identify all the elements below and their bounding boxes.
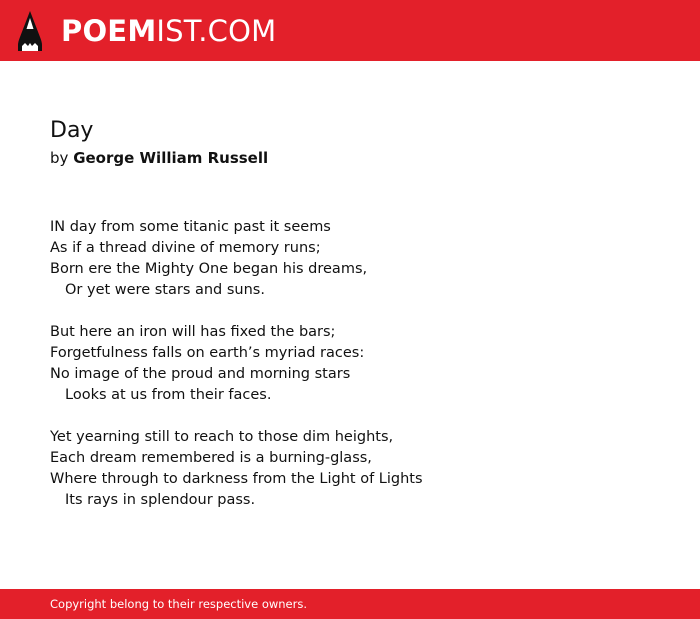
poem-line: Born ere the Mighty One began his dreams, [50, 261, 368, 277]
poem-line: IN day from some titanic past it seems [50, 219, 331, 235]
poem-line-indented: Or yet were stars and suns. [65, 282, 265, 298]
logo-text-thin: IST.COM [156, 14, 277, 48]
poem-line: As if a thread divine of memory runs; [50, 240, 321, 256]
site-logo-link[interactable] [17, 10, 276, 52]
pencil-tip-icon [17, 10, 43, 52]
site-header [0, 0, 700, 61]
poem-line: But here an iron will has fixed the bars; [50, 324, 336, 340]
poem-line: No image of the proud and morning stars [50, 366, 351, 382]
poem-content [50, 116, 670, 532]
poem-byline [50, 148, 670, 168]
site-footer [0, 589, 700, 619]
poem-line: Each dream remembered is a burning-glass, [50, 450, 372, 466]
stanza-1 [50, 217, 670, 301]
poem-line: Forgetfulness falls on earth’s myriad races: [50, 345, 365, 361]
poem-line: Where through to darkness from the Light of Lights [50, 471, 423, 487]
stanza-2 [50, 322, 670, 406]
stanza-3 [50, 427, 670, 511]
site-logo-text [61, 10, 276, 52]
poem-line-indented: Looks at us from their faces. [65, 387, 272, 403]
poem-body [50, 217, 670, 511]
logo-text-bold: POEM [61, 14, 157, 48]
poem-title: Day [50, 118, 94, 143]
copyright-text: Copyright belong to their respective owners. [50, 597, 308, 611]
author-link[interactable]: George William Russell [73, 149, 269, 167]
poem-line-indented: Its rays in splendour pass. [65, 492, 256, 508]
byline-prefix: by [50, 149, 69, 167]
poem-line: Yet yearning still to reach to those dim heights, [50, 429, 394, 445]
